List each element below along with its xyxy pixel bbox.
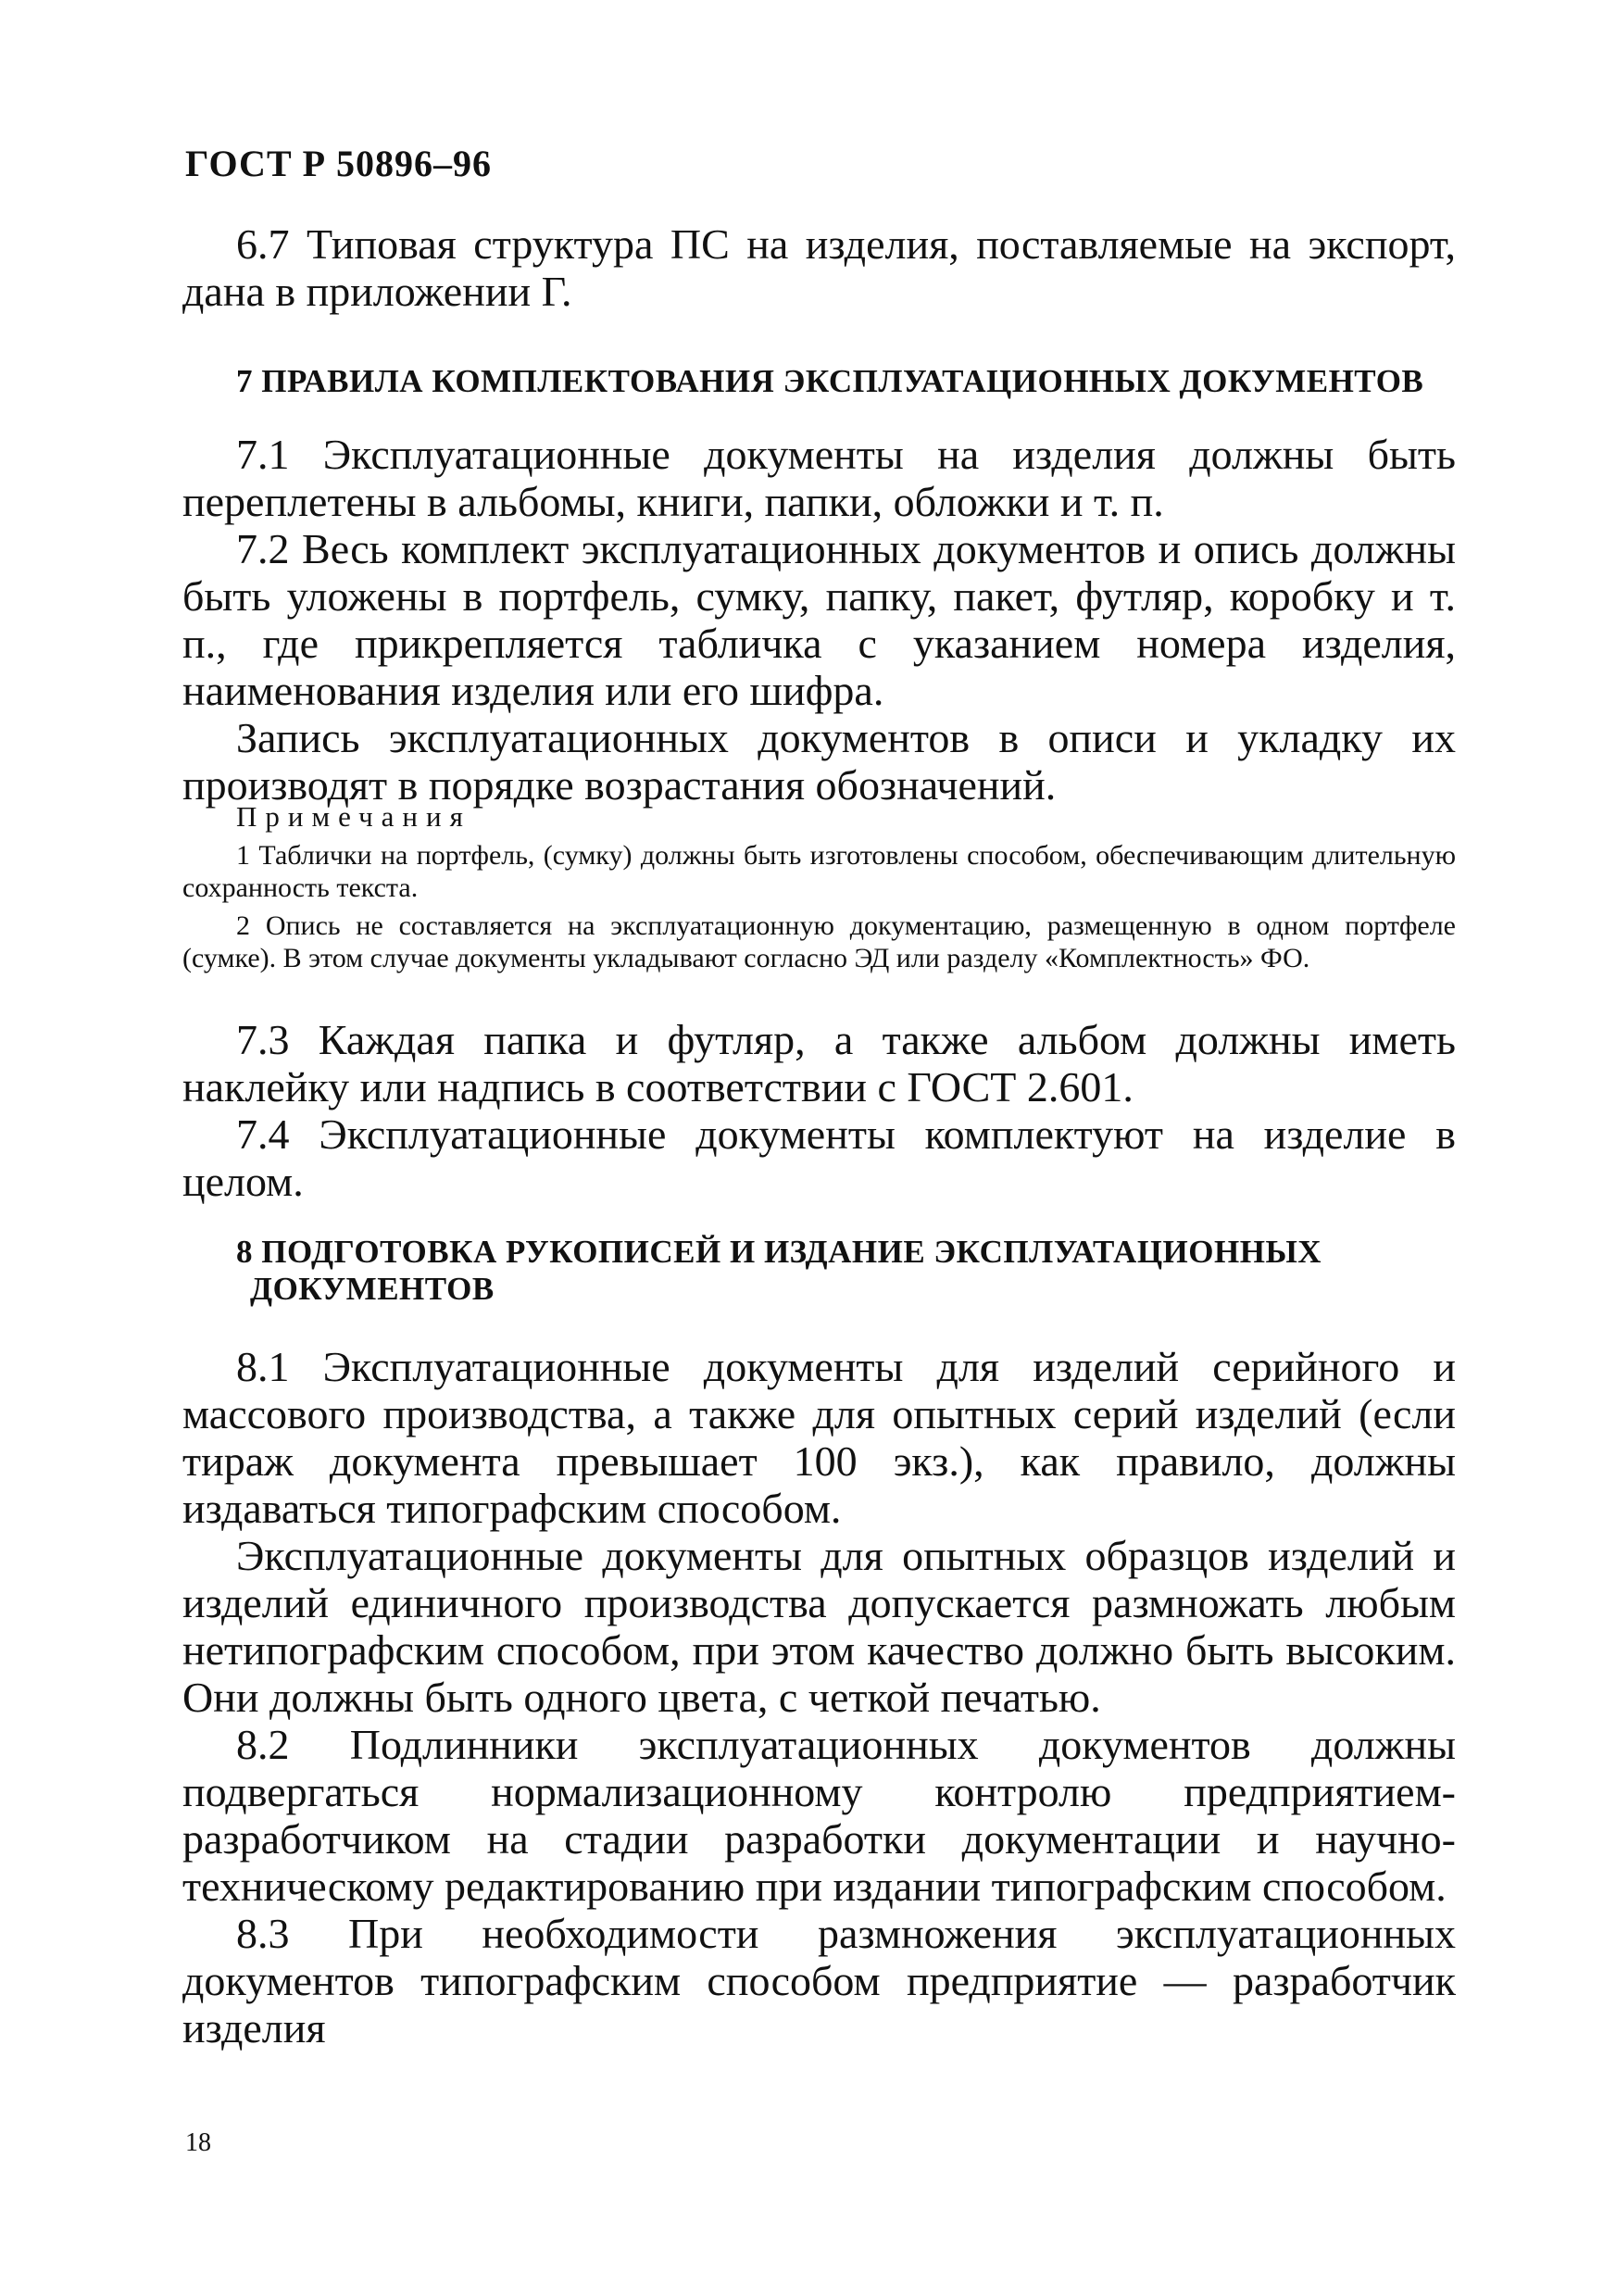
paragraph-7-1: 7.1 Эксплуатационные документы на изделия должны быть переплетены в альбомы, книги, папки, обложки и т. п. <box>182 431 1456 525</box>
paragraph-6-7: 6.7 Типовая структура ПС на изделия, поставляемые на экспорт, дана в приложении Г. <box>182 220 1456 315</box>
notes-label: Примечания <box>236 800 471 833</box>
paragraph-7-2: 7.2 Весь комплект эксплуатационных документов и опись должны быть уложены в портфель, сумку, папку, пакет, футляр, коробку и т. п., где прикрепляется табличка с указанием номера изделия, наименования изделия или его шифра. <box>182 525 1456 714</box>
paragraph-8-1: 8.1 Эксплуатационные документы для изделий серийного и массового производства, а также для опытных серий изделий (если тираж документа превышает 100 экз.), как правило, должны издаваться типографским способом. <box>182 1343 1456 1532</box>
note-1: 1 Таблички на портфель, (сумку) должны быть изготовлены способом, обеспечивающим длительную сохранность текста. <box>182 840 1456 903</box>
paragraph-7-2-continued: Запись эксплуатационных документов в описи и укладку их производят в порядке возрастания обозначений. <box>182 714 1456 809</box>
document-header: ГОСТ Р 50896–96 <box>185 143 493 184</box>
section-7-heading: 7 ПРАВИЛА КОМПЛЕКТОВАНИЯ ЭКСПЛУАТАЦИОННЫХ ДОКУМЕНТОВ <box>236 363 1424 399</box>
section-8-heading-line2: ДОКУМЕНТОВ <box>250 1271 495 1307</box>
paragraph-8-1-continued: Эксплуатационные документы для опытных образцов изделий и изделий единичного производства допускается размножать любым нетипографским способом, при этом качество должно быть высоким. Они должны быть одного цвета, с четкой печатью. <box>182 1532 1456 1721</box>
paragraph-7-3: 7.3 Каждая папка и футляр, а также альбом должны иметь наклейку или надпись в соответствии с ГОСТ 2.601. <box>182 1016 1456 1110</box>
paragraph-7-4: 7.4 Эксплуатационные документы комплектуют на изделие в целом. <box>182 1110 1456 1205</box>
note-2: 2 Опись не составляется на эксплуатационную документацию, размещенную в одном портфеле (сумке). В этом случае документы укладывают согласно ЭД или разделу «Комплектность» ФО. <box>182 910 1456 973</box>
section-8-heading-line1: 8 ПОДГОТОВКА РУКОПИСЕЙ И ИЗДАНИЕ ЭКСПЛУАТАЦИОННЫХ <box>236 1234 1322 1270</box>
paragraph-8-2: 8.2 Подлинники эксплуатационных документов должны подвергаться нормализационному контролю предприятием-разработчиком на стадии разработки документации и научно-техническому редактированию при издании типографским способом. <box>182 1721 1456 1910</box>
paragraph-8-3: 8.3 При необходимости размножения эксплуатационных документов типографским способом предприятие — разработчик изделия <box>182 1910 1456 2051</box>
page-number: 18 <box>185 2128 211 2157</box>
